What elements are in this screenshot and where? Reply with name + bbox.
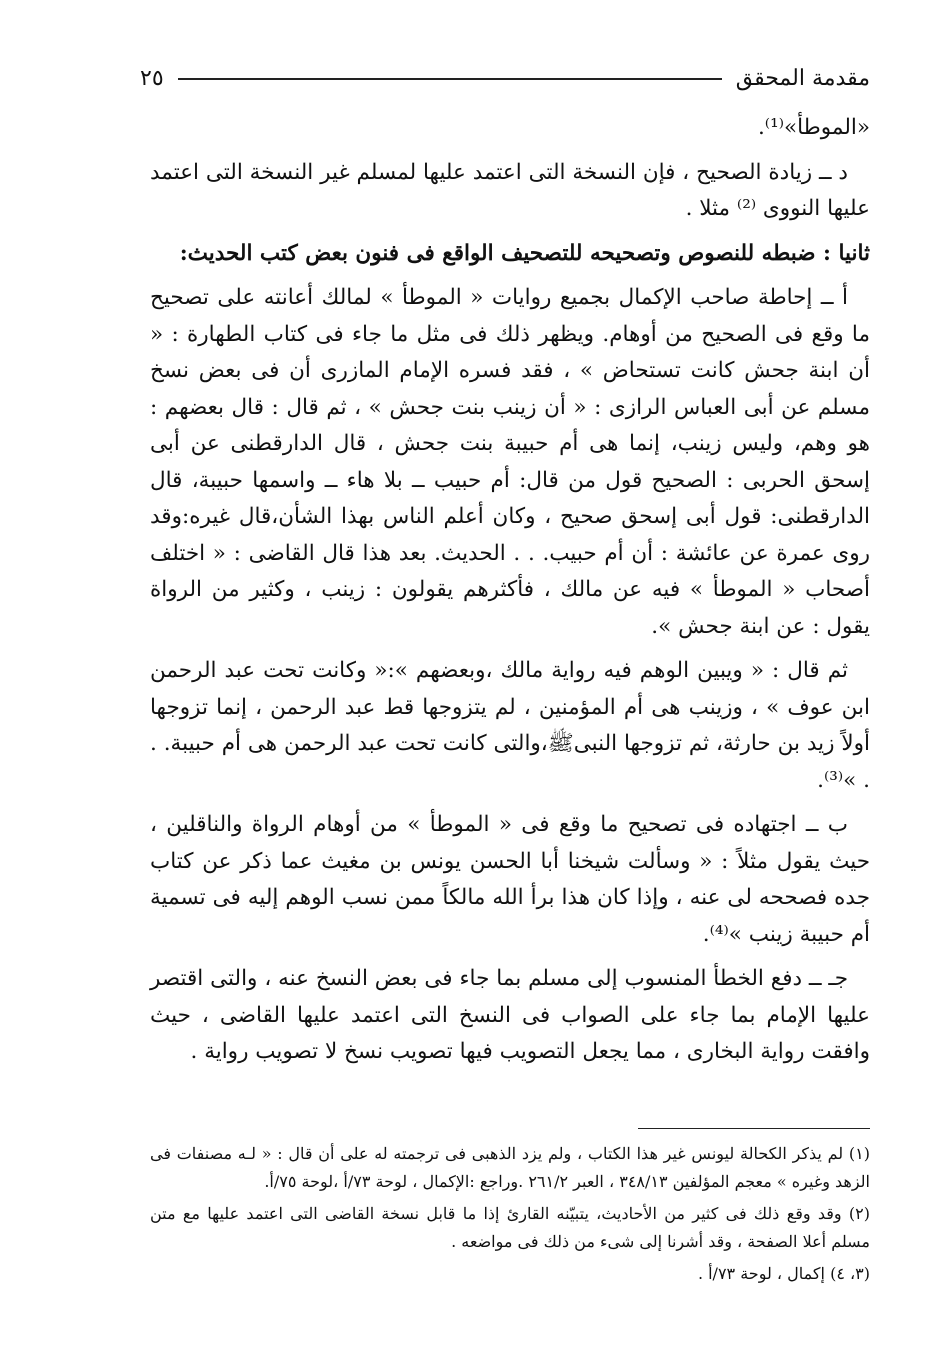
footnote-2: (٢) وقد وقع ذلك فى كثير من الأحاديث، يتبيّنه القارئ إذا ما قابل نسخة القاضى التى اعتمد عليها مع متن مسلم أعلا الصفحة ، وقد أشرنا إلى شىء من ذلك فى مواضعه .	[150, 1204, 871, 1251]
footnotes	[150, 1140, 870, 1292]
paragraph-muwatta-ref: «الموطأ»⁽¹⁾.	[757, 115, 870, 140]
paragraph-alif: أ ــ إحاطة صاحب الإكمال بجميع روايات « الموطأ » لمالك أعانته على تصحيح ما وقع فى الصحيح من أوهام. ويظهر ذلك فى مثل ما جاء فى كتاب الطهارة : « أن ابنة جحش كانت تستحاض » ، فقد فسره الإمام المازرى أن فى بعض نسخ مسلم عن أبى العباس الرازى : « أن زينب بنت جحش » ، ثم قال : قال بعضهم : هو وهم، وليس زينب، إنما هى أم حبيبة بنت جحش ، قال الدارقطنى عن أبى إسحق الحربى : الصحيح قول من قال: أم حبيب ــ بلا هاء ــ واسمها حبيبة، قال الدارقطنى: قول أبى إسحق صحيح ، وكان أعلم الناس بهذا الشأن،قال غيره:وقد روى عمرة عن عائشة : أن أم حبيب. . . الحديث. بعد هذا قال القاضى : « اختلف أصحاب « الموطأ » فيه عن مالك ، فأكثرهم يقولون : زينب ، وكثير من الرواة يقول : عن ابنة جحش ».	[150, 285, 870, 639]
chapter-title: مقدمة المحقق	[735, 65, 870, 91]
paragraph-dal: د ــ زيادة الصحيح ، فإن النسخة التى اعتمد عليها لمسلم غير النسخة التى اعتمد عليها النووى ⁽²⁾ مثلا .	[150, 159, 870, 221]
footnote-separator	[638, 1128, 870, 1129]
page-number: ٢٥	[140, 65, 164, 91]
footnote-3-4: (٣، ٤) إكمال ، لوحة ٧٣/أ .	[697, 1264, 870, 1283]
paragraph-thumma-qal: ثم قال : « ويبين الوهم فيه رواية مالك ،وبعضهم »:« وكانت تحت عبد الرحمن ابن عوف » ، وزينب هى أم المؤمنين ، لم يتزوجها قط عبد الرحمن ، إنما تزوجها أولاً زيد بن حارثة، ثم تزوجها النبىﷺ،والتى كانت تحت عبد الرحمن هى أم حبيبة. . . »⁽³⁾.	[150, 658, 870, 793]
footnote-1: (١) لم يذكر الكحالة ليونس غير هذا الكتاب ، ولم يزد الذهبى فى ترجمته له على أن قال : « لـه مصنفات فى الزهد وغيره » معجم المؤلفين ٣٤٨/١٣ ، العبر ٢٦١/٢ .وراجع :الإكمال ، لوحة ٧٣/أ ،لوحة ٧٥/أ.	[150, 1144, 870, 1191]
running-header	[140, 58, 870, 98]
section-heading-second: ثانيا : ضبطه للنصوص وتصحيحه للتصحيف الواقع فى فنون بعض كتب الحديث:	[179, 240, 870, 266]
paragraph-ba: ب ــ اجتهاده فى تصحيح ما وقع فى « الموطأ » من أوهام الرواة والناقلين ، حيث يقول مثلاً : « وسألت شيخنا أبا الحسن يونس بن مغيث عما ذكر عن كتاب جده فصححه لى عنه ، وإذا كان هذا برأ الله مالكاً ممن نسب الوهم إليه فى تسمية أم حبيبة زينب »⁽⁴⁾.	[150, 812, 870, 947]
paragraph-jim: جـ ــ دفع الخطأ المنسوب إلى مسلم بما جاء فى بعض النسخ عنه ، والتى اقتصر عليها الإمام بما جاء على الصواب فى النسخ التى اعتمد عليها القاضى ، حيث وافقت رواية البخارى ، مما يجعل التصويب فيها تصويب نسخ لا تصويب رواية .	[150, 966, 870, 1064]
header-rule	[178, 78, 722, 80]
main-text	[150, 110, 870, 1079]
